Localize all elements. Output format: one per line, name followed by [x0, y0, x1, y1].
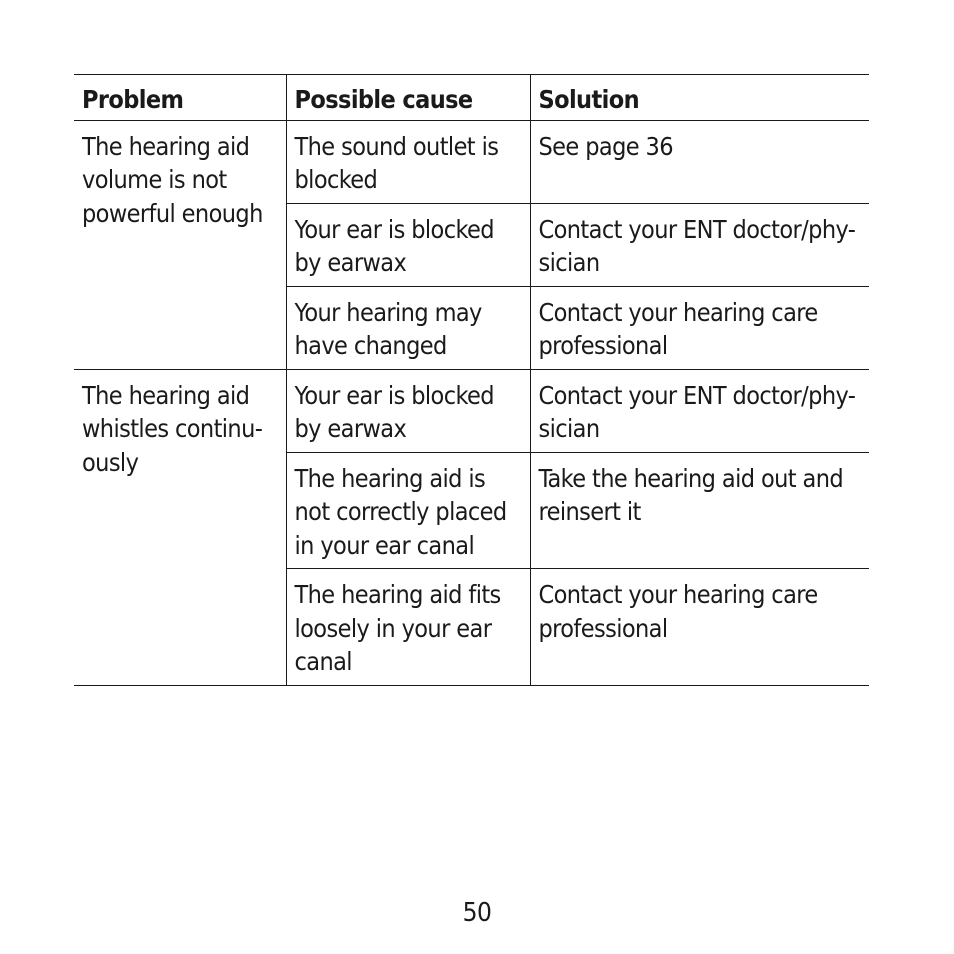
cause-cell: The hearing aid is not correctly placed in your ear canal [286, 452, 530, 569]
solution-cell: See page 36 [530, 120, 869, 203]
cause-cell: Your hearing may have changed [286, 286, 530, 369]
problem-cell: The hearing aid volume is not powerful enough [74, 120, 286, 369]
cause-cell: Your ear is blocked by earwax [286, 203, 530, 286]
cause-cell: Your ear is blocked by earwax [286, 369, 530, 452]
page-number: 50 [462, 898, 492, 928]
cause-cell: The hearing aid fits loosely in your ear canal [286, 569, 530, 686]
troubleshooting-table-container [74, 74, 869, 686]
header-problem: Problem [74, 75, 286, 121]
solution-cell: Contact your ENT doctor/phy-sician [530, 369, 869, 452]
problem-cell: The hearing aid whistles continu-ously [74, 369, 286, 685]
cause-cell: The sound outlet is blocked [286, 120, 530, 203]
solution-cell: Contact your hearing care professional [530, 286, 869, 369]
header-solution: Solution [530, 75, 869, 121]
header-possible-cause: Possible cause [286, 75, 530, 121]
solution-cell: Take the hearing aid out and reinsert it [530, 452, 869, 569]
solution-cell: Contact your ENT doctor/phy-sician [530, 203, 869, 286]
table-row [74, 369, 869, 452]
table-header-row [74, 75, 869, 121]
table-row [74, 120, 869, 203]
solution-cell: Contact your hearing care professional [530, 569, 869, 686]
troubleshooting-table [74, 74, 869, 686]
